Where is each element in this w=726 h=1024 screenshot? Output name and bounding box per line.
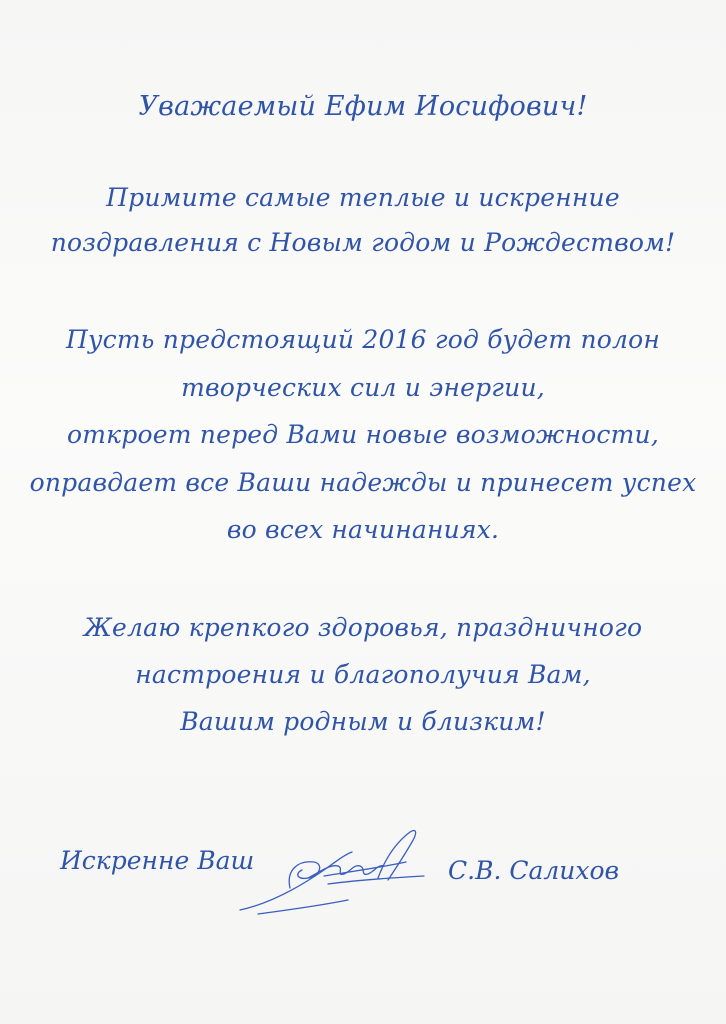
paragraph-2-line-4: оправдает все Ваши надежды и принесет успех — [29, 468, 697, 497]
closing-phrase: Искренне Ваш — [60, 846, 255, 875]
paragraph-2-line-1: Пусть предстоящий 2016 год будет полон — [65, 325, 661, 354]
paragraph-1-line-1: Примите самые теплые и искренние — [106, 183, 620, 212]
paragraph-3-line-1: Желаю крепкого здоровья, праздничного — [83, 613, 643, 642]
paragraph-3-line-2: настроения и благополучия Вам, — [135, 660, 591, 689]
paragraph-1-line-2: поздравления с Новым годом и Рождеством! — [50, 228, 676, 257]
paragraph-2-line-5: во всех начинаниях. — [226, 515, 500, 544]
paragraph-2-line-2: творческих сил и энергии, — [181, 373, 545, 402]
signer-name: С.В. Салихов — [448, 856, 620, 885]
paragraph-3-line-3: Вашим родным и близким! — [180, 707, 546, 736]
paragraph-2-line-3: откроет перед Вами новые возможности, — [66, 420, 659, 449]
handwritten-signature — [228, 818, 438, 928]
greeting: Уважаемый Ефим Иосифович! — [138, 91, 588, 122]
